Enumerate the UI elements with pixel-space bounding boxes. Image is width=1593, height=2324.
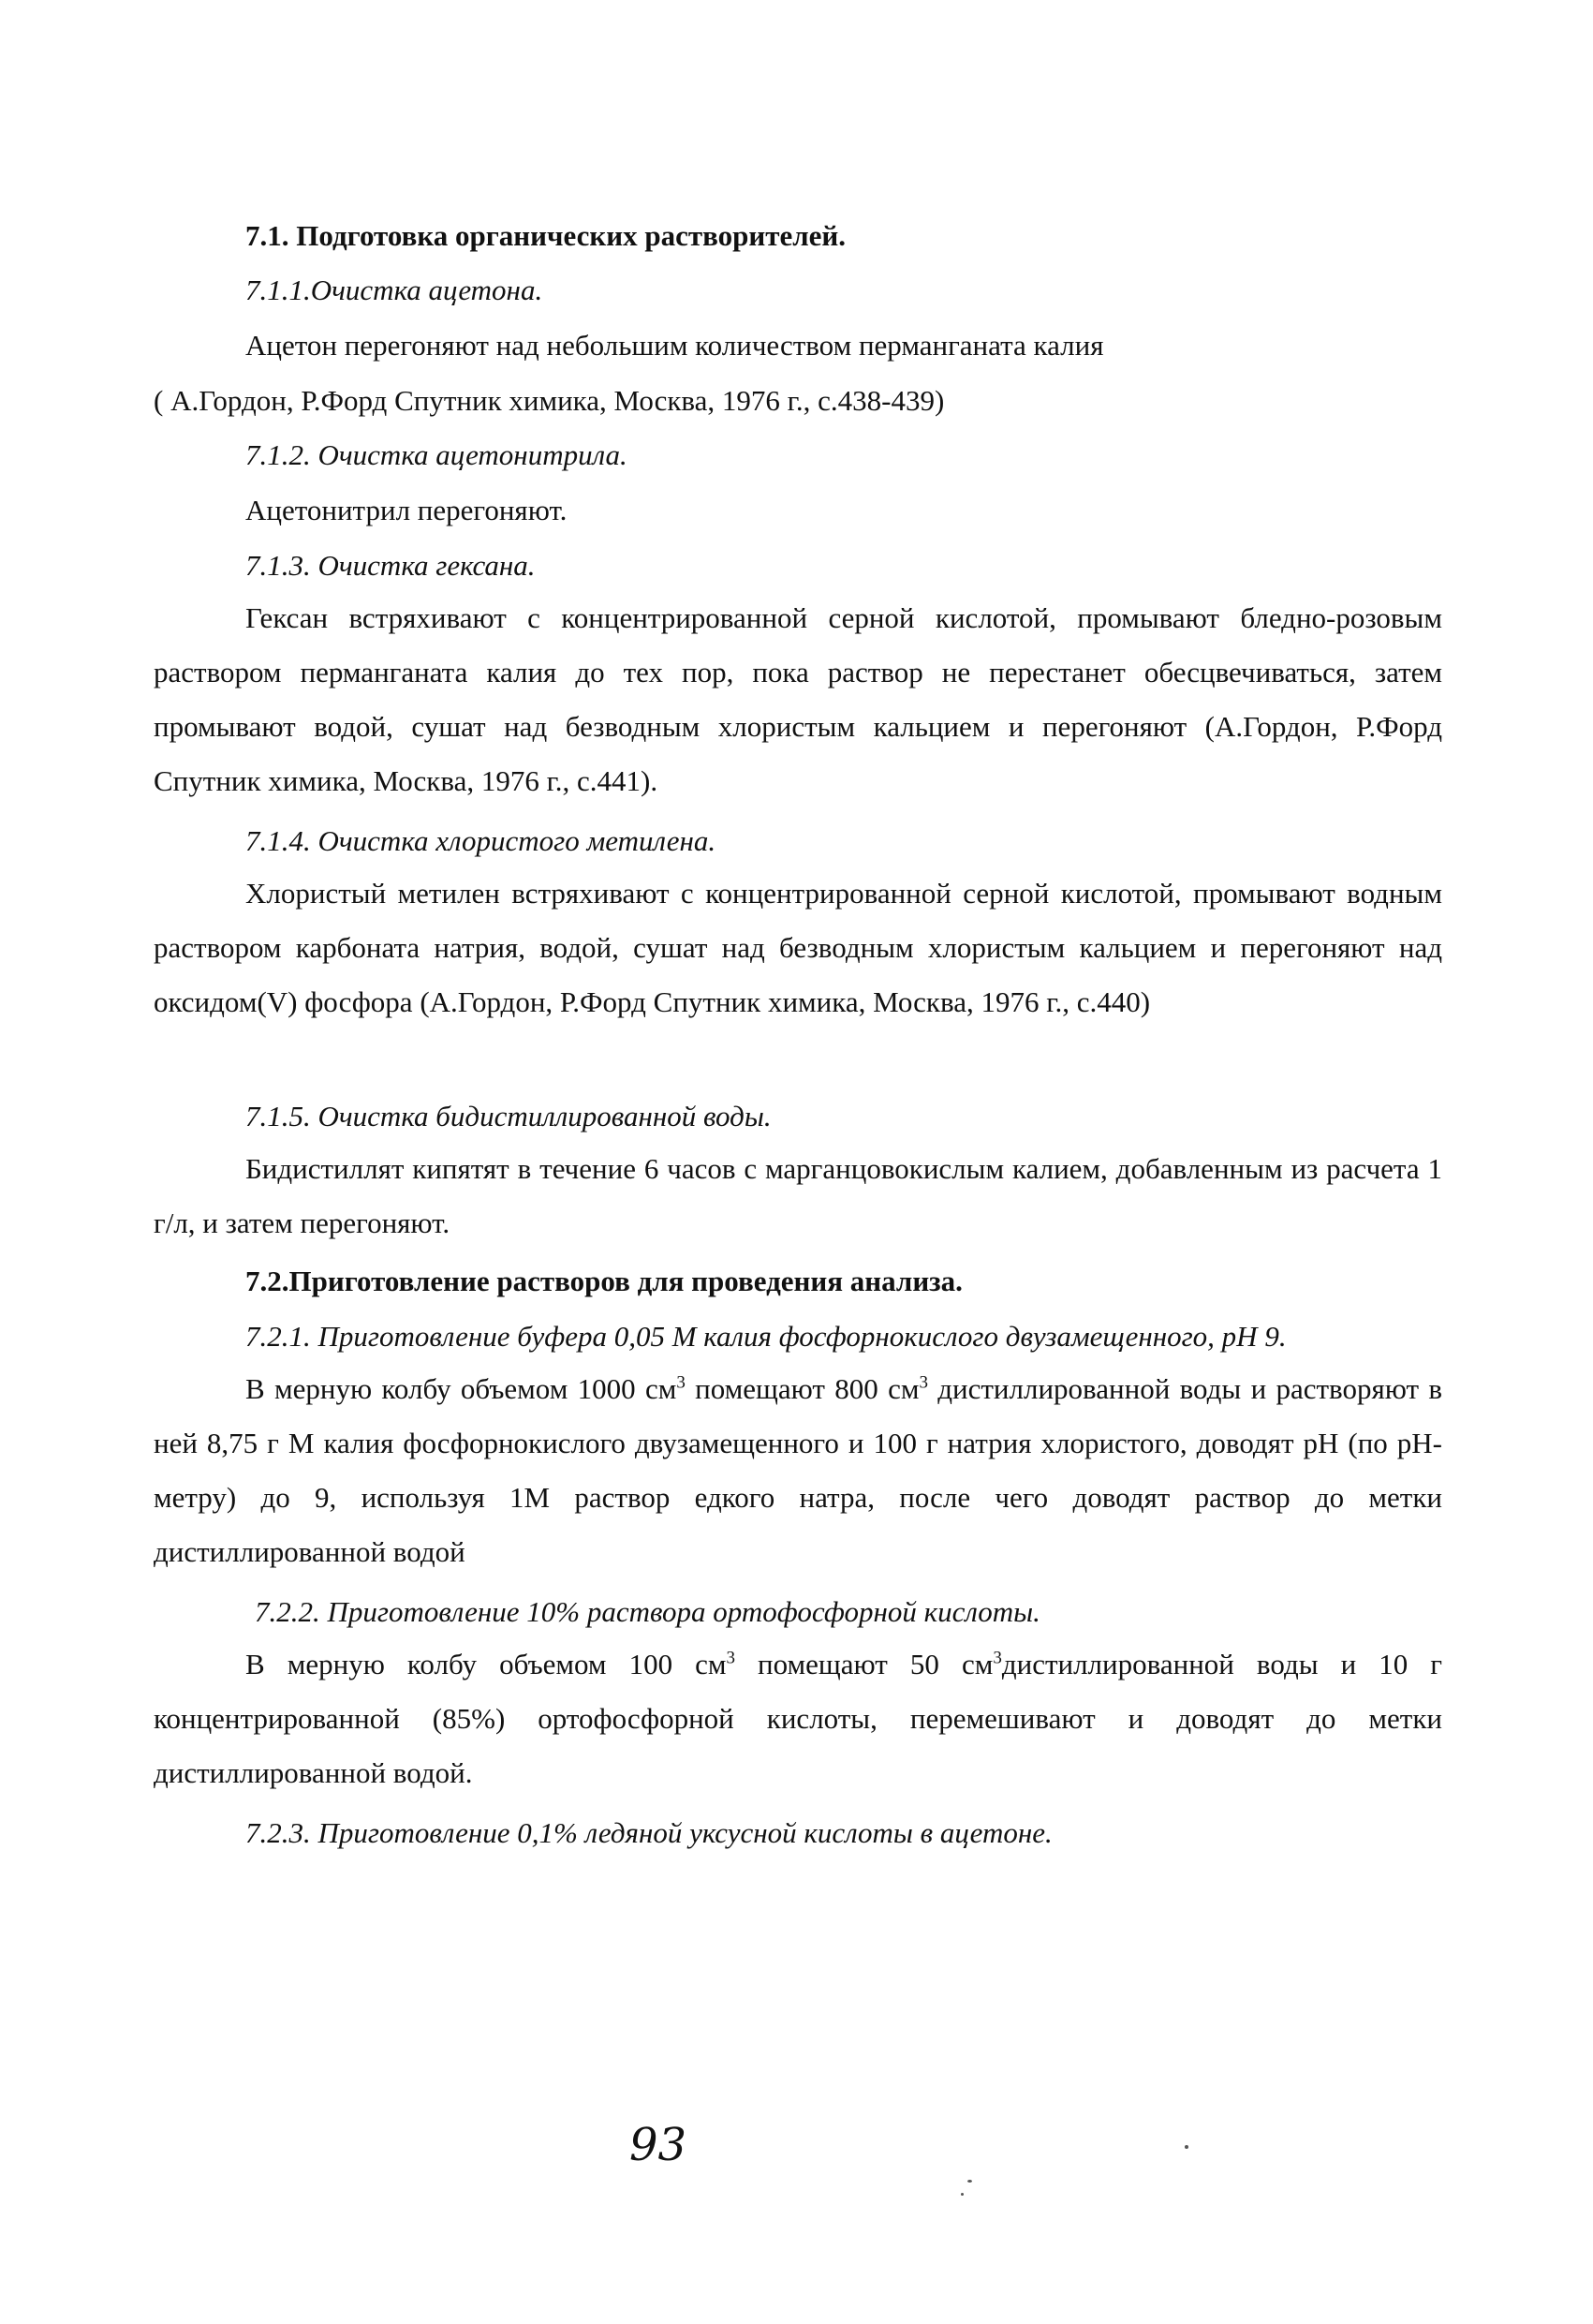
section-7-2-2-paragraph [154,1637,1442,1800]
section-7-2-1-heading: 7.2.1. Приготовление буфера 0,05 М калия фосфорнокислого двузамещенного, рН 9. [245,1320,1287,1353]
section-7-1-4-heading: 7.1.4. Очистка хлористого метилена. [245,824,716,857]
section-7-1-1-heading: 7.1.1.Очистка ацетона. [245,274,543,306]
section-7-1-5-heading: 7.1.5. Очистка бидистиллированной воды. [245,1100,772,1132]
section-7-2-1-superscript-2: 3 [919,1372,928,1393]
page-number: 93 [629,2119,687,2171]
section-7-2-1-text-part-3: дистиллированной воды и растворяют в ней 8,75 г М калия фосфорнокислого двузамещенного и 100 г натрия хлористого, доводят рН (по рН-метру) до 9, используя 1М раствор едкого натра, после чего доводят раствор до метки дистиллированной водой [154,1372,1442,1568]
section-7-1-2-heading: 7.1.2. Очистка ацетонитрила. [245,438,627,471]
section-7-2-1-text-part-2: помещают 800 см [685,1372,920,1405]
section-7-2-2-text-part-2: помещают 50 см [735,1648,994,1680]
section-7-2-2-superscript-2: 3 [993,1648,1002,1668]
section-7-2-2-superscript-1: 3 [726,1648,735,1668]
section-7-2-2-text-part-1: В мерную колбу объемом 100 см [245,1648,727,1680]
section-7-2-1-superscript-1: 3 [676,1372,686,1393]
section-7-2-heading: 7.2.Приготовление растворов для проведения анализа. [245,1265,963,1297]
section-7-2-3-heading: 7.2.3. Приготовление 0,1% ледяной уксусной кислоты в ацетоне. [245,1816,1053,1849]
section-7-1-2-text: Ацетонитрил перегоняют. [245,494,568,526]
section-7-1-5-paragraph: Бидистиллят кипятят в течение 6 часов с марганцовокислым калием, добавленным из расчета 1 г/л, и затем перегоняют. [154,1152,1442,1239]
section-7-1-3-paragraph: Гексан встряхивают с концентрированной серной кислотой, промывают бледно-розовым раствором перманганата калия до тех пор, пока раствор не перестанет обесцвечиваться, затем промывают водой, сушат над безводным хлористым кальцием и перегоняют (А.Гордон, Р.Форд Спутник химика, Москва, 1976 г., с.441). [154,601,1442,797]
section-7-2-2-heading: 7.2.2. Приготовление 10% раствора ортофосфорной кислоты. [255,1595,1040,1628]
scan-speck [1185,2145,1188,2149]
section-7-1-3-heading: 7.1.3. Очистка гексана. [245,549,536,582]
section-7-2-2-text-part-3: дистиллированной воды и 10 г концентрированной (85%) ортофосфорной кислоты, перемешивают и доводят до метки дистиллированной водой. [154,1648,1442,1789]
section-7-2-1-paragraph [154,1362,1442,1579]
section-7-1-1-reference: ( А.Гордон, Р.Форд Спутник химика, Москва, 1976 г., с.438-439) [154,384,945,417]
scan-speck [967,2180,972,2183]
scan-speck [961,2193,964,2196]
section-7-1-1-text: Ацетон перегоняют над небольшим количеством перманганата калия [245,329,1104,362]
section-7-1-heading: 7.1. Подготовка органических растворителей. [245,219,846,252]
section-7-2-1-text-part-1: В мерную колбу объемом 1000 см [245,1372,677,1405]
section-7-1-4-paragraph: Хлористый метилен встряхивают с концентрированной серной кислотой, промывают водным раствором карбоната натрия, водой, сушат над безводным хлористым кальцием и перегоняют над оксидом(V) фосфора (А.Гордон, Р.Форд Спутник химика, Москва, 1976 г., с.440) [154,877,1442,1018]
